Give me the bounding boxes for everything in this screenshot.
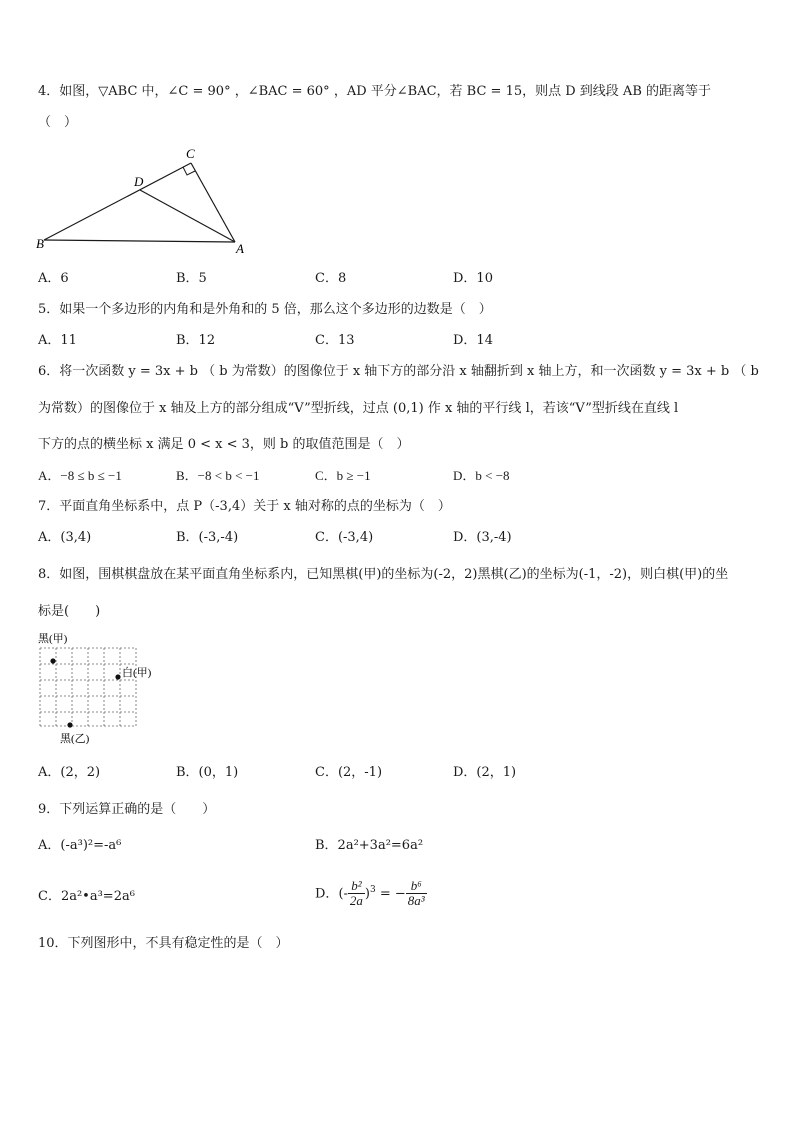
q8-go-board-figure [36,630,176,748]
q8-option-c[interactable]: C．(2，-1) [315,765,383,780]
q4-triangle-figure [34,145,254,260]
label-white-a: 白(甲) [122,667,152,679]
label-black-a: 黑(甲) [38,633,68,645]
q5-option-c[interactable]: C．13 [315,333,355,348]
q5-option-b[interactable]: B．12 [176,333,216,348]
q6-option-c[interactable]: C．b ≥ −1 [315,468,371,483]
q9-option-a[interactable]: A．(-a³)²=-a⁶ [38,838,122,853]
q9-option-b[interactable]: B．2a²+3a²=6a² [315,838,424,853]
q4-stem-line2: （ ） [38,115,78,130]
q4-stem-line1: 4．如图，▽ABC 中，∠C = 90° ，∠BAC = 60° ，AD 平分∠BAC，若 BC = 15，则点 D 到线段 AB 的距离等于 [38,84,712,99]
q6-stem-line3: 下方的点的横坐标 x 满足 0 < x < 3，则 b 的取值范围是（ ） [38,437,410,452]
q6-option-b[interactable]: B．−8 < b < −1 [176,468,260,483]
q7-stem: 7．平面直角坐标系中，点 P（-3,4）关于 x 轴对称的点的坐标为（ ） [38,499,451,514]
label-black-b: 黑(乙) [60,733,90,745]
q9-stem: 9．下列运算正确的是（ ） [38,802,216,817]
q6-option-a[interactable]: A．−8 ≤ b ≤ −1 [38,468,122,483]
q7-option-a[interactable]: A．(3,4) [38,530,92,545]
black-stone-a [50,658,55,663]
q8-option-a[interactable]: A．(2，2) [38,765,101,780]
q4-option-d[interactable]: D．10 [453,271,493,286]
label-a: A [236,241,244,256]
q5-option-a[interactable]: A．11 [38,333,77,348]
q9-option-d[interactable]: D．(- $\frac{\text{b²}}{2a}$ )$^3$ = − $\frac{\text{b⁶}}{\text{8a³}}$ [315,878,425,909]
q8-stem-line1: 8．如图，围棋棋盘放在某平面直角坐标系内，已知黑棋(甲)的坐标为(-2，2)黑棋(乙)的坐标为(-1，-2)，则白棋(甲)的坐 [38,567,729,582]
q6-stem-line2: 为常数）的图像位于 x 轴及上方的部分组成“V”型折线，过点 (0,1) 作 x 轴的平行线 l，若该“V”型折线在直线 l [38,401,679,416]
label-c: C [186,146,195,161]
q5-stem: 5．如果一个多边形的内角和是外角和的 5 倍，那么这个多边形的边数是（ ） [38,302,492,317]
q8-stem-line2: 标是( ) [38,604,101,619]
q4-option-a[interactable]: A．6 [38,271,69,286]
q8-option-b[interactable]: B．(0，1) [176,765,239,780]
q7-option-c[interactable]: C．(-3,4) [315,530,374,545]
label-b: B [36,236,44,251]
black-stone-b [67,722,72,727]
white-stone-a [115,674,120,679]
label-d: D [134,174,144,189]
q4-option-c[interactable]: C．8 [315,271,347,286]
q10-stem: 10．下列图形中，不具有稳定性的是（ ） [38,936,289,951]
q4-option-b[interactable]: B．5 [176,271,207,286]
q8-option-d[interactable]: D．(2，1) [453,765,517,780]
q7-option-d[interactable]: D．(3,-4) [453,530,512,545]
q9-option-d-label: D． [315,886,339,902]
q5-option-d[interactable]: D．14 [453,333,493,348]
q9-d-rhs-fraction: $\frac{\text{b⁶}}{\text{8a³}}$ [407,878,425,909]
q7-option-b[interactable]: B．(-3,-4) [176,530,239,545]
q6-stem-line1: 6．将一次函数 y = 3x + b （ b 为常数）的图像位于 x 轴下方的部分沿 x 轴翻折到 x 轴上方，和一次函数 y = 3x + b （ b [38,364,759,379]
q9-option-c[interactable]: C．2a²•a³=2a⁶ [38,889,135,904]
q6-option-d[interactable]: D．b < −8 [453,468,510,483]
q9-d-lhs-fraction: $\frac{\text{b²}}{2a}$ [349,878,363,909]
